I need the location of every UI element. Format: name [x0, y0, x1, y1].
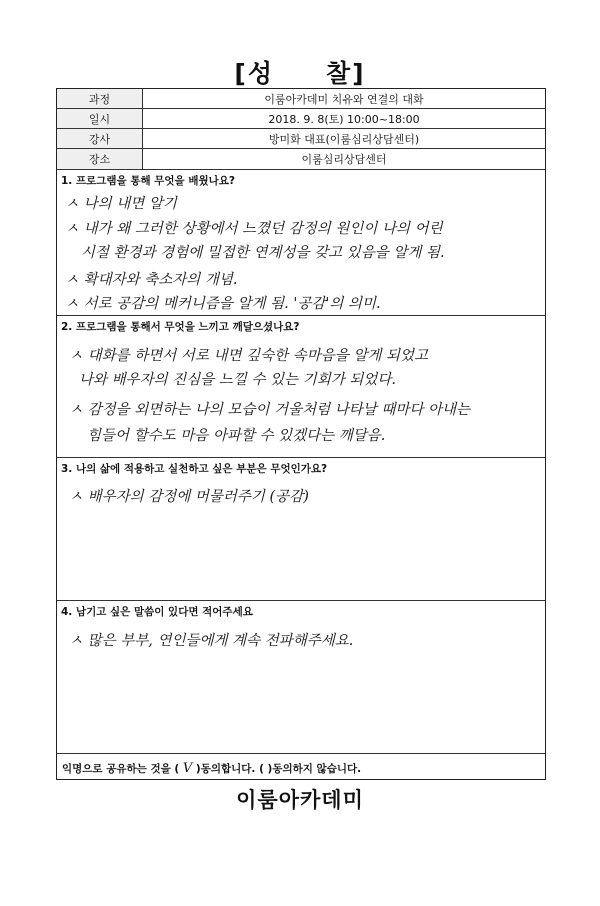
answer-line: 나와 배우자의 진심을 느낄 수 있는 기회가 되었다. [79, 372, 397, 388]
answer-line: ㅅ 감정을 외면하는 나의 모습이 거울처럼 나타날 때마다 아내는 [69, 402, 471, 418]
info-row-place [57, 149, 545, 170]
answer-line: ㅅ 나의 내면 알기 [65, 196, 177, 212]
info-value: 2018. 9. 8(토) 10:00~18:00 [268, 112, 420, 126]
footer-brand: 이룸아카데미 [236, 788, 364, 812]
info-row-date [57, 109, 545, 129]
question-1-text: 1. 프로그램을 통해 무엇을 배웠나요? [61, 175, 236, 187]
check-mark: V [182, 761, 193, 776]
question-3-text: 3. 나의 삶에 적용하고 실천하고 싶은 부분은 무엇인가요? [61, 463, 328, 475]
question-section-2 [57, 316, 545, 458]
answer-line: ㅅ 확대자와 축소자의 개념. [65, 272, 238, 288]
question-2-text: 2. 프로그램을 통해서 무엇을 느끼고 깨달으셨나요? [61, 321, 300, 333]
answer-line: 힘들어 할수도 마음 아파할 수 있겠다는 깨달음. [87, 428, 386, 444]
info-row-instructor [57, 129, 545, 149]
info-value: 이룸아카데미 치유와 연결의 대화 [264, 92, 424, 106]
answer-line: 시절 환경과 경험에 밀접한 연계성을 갖고 있음을 알게 됨. [81, 245, 445, 261]
reflection-form [56, 88, 546, 780]
answer-line: ㅅ 대화를 하면서 서로 내면 깊숙한 속마음을 알게 되었고 [69, 348, 429, 364]
anonymous-consent [62, 761, 361, 776]
page-title [0, 54, 600, 90]
question-section-4 [57, 601, 545, 754]
question-section-1 [57, 170, 545, 316]
info-label: 과정 [57, 89, 143, 108]
info-label: 강사 [57, 129, 143, 148]
answer-line: ㅅ 서로 공감의 메커니즘을 알게 됨. '공감'의 의미. [65, 296, 381, 312]
title-right: 찰] [326, 59, 366, 88]
info-label: 장소 [57, 149, 143, 169]
info-label: 일시 [57, 109, 143, 128]
info-value: 방미화 대표(이룸심리상담센터) [268, 132, 420, 146]
info-row-course [57, 89, 545, 109]
question-4-text: 4. 남기고 싶은 말씀이 있다면 적어주세요 [61, 606, 253, 618]
answer-line: ㅅ 많은 부부, 연인들에게 계속 전파해주세요. [69, 633, 354, 649]
question-section-3 [57, 458, 545, 601]
consent-options: )동의합니다. ( )동의하지 않습니다. [195, 763, 362, 775]
consent-prefix: 익명으로 공유하는 것을 ( [62, 763, 180, 775]
title-left: [성 [234, 59, 274, 88]
answer-line: ㅅ 내가 왜 그러한 상황에서 느꼈던 감정의 원인이 나의 어린 [65, 221, 443, 237]
answer-line: ㅅ 배우자의 감정에 머물러주기 (공감) [69, 489, 309, 505]
info-value: 이룸심리상담센터 [301, 153, 387, 166]
